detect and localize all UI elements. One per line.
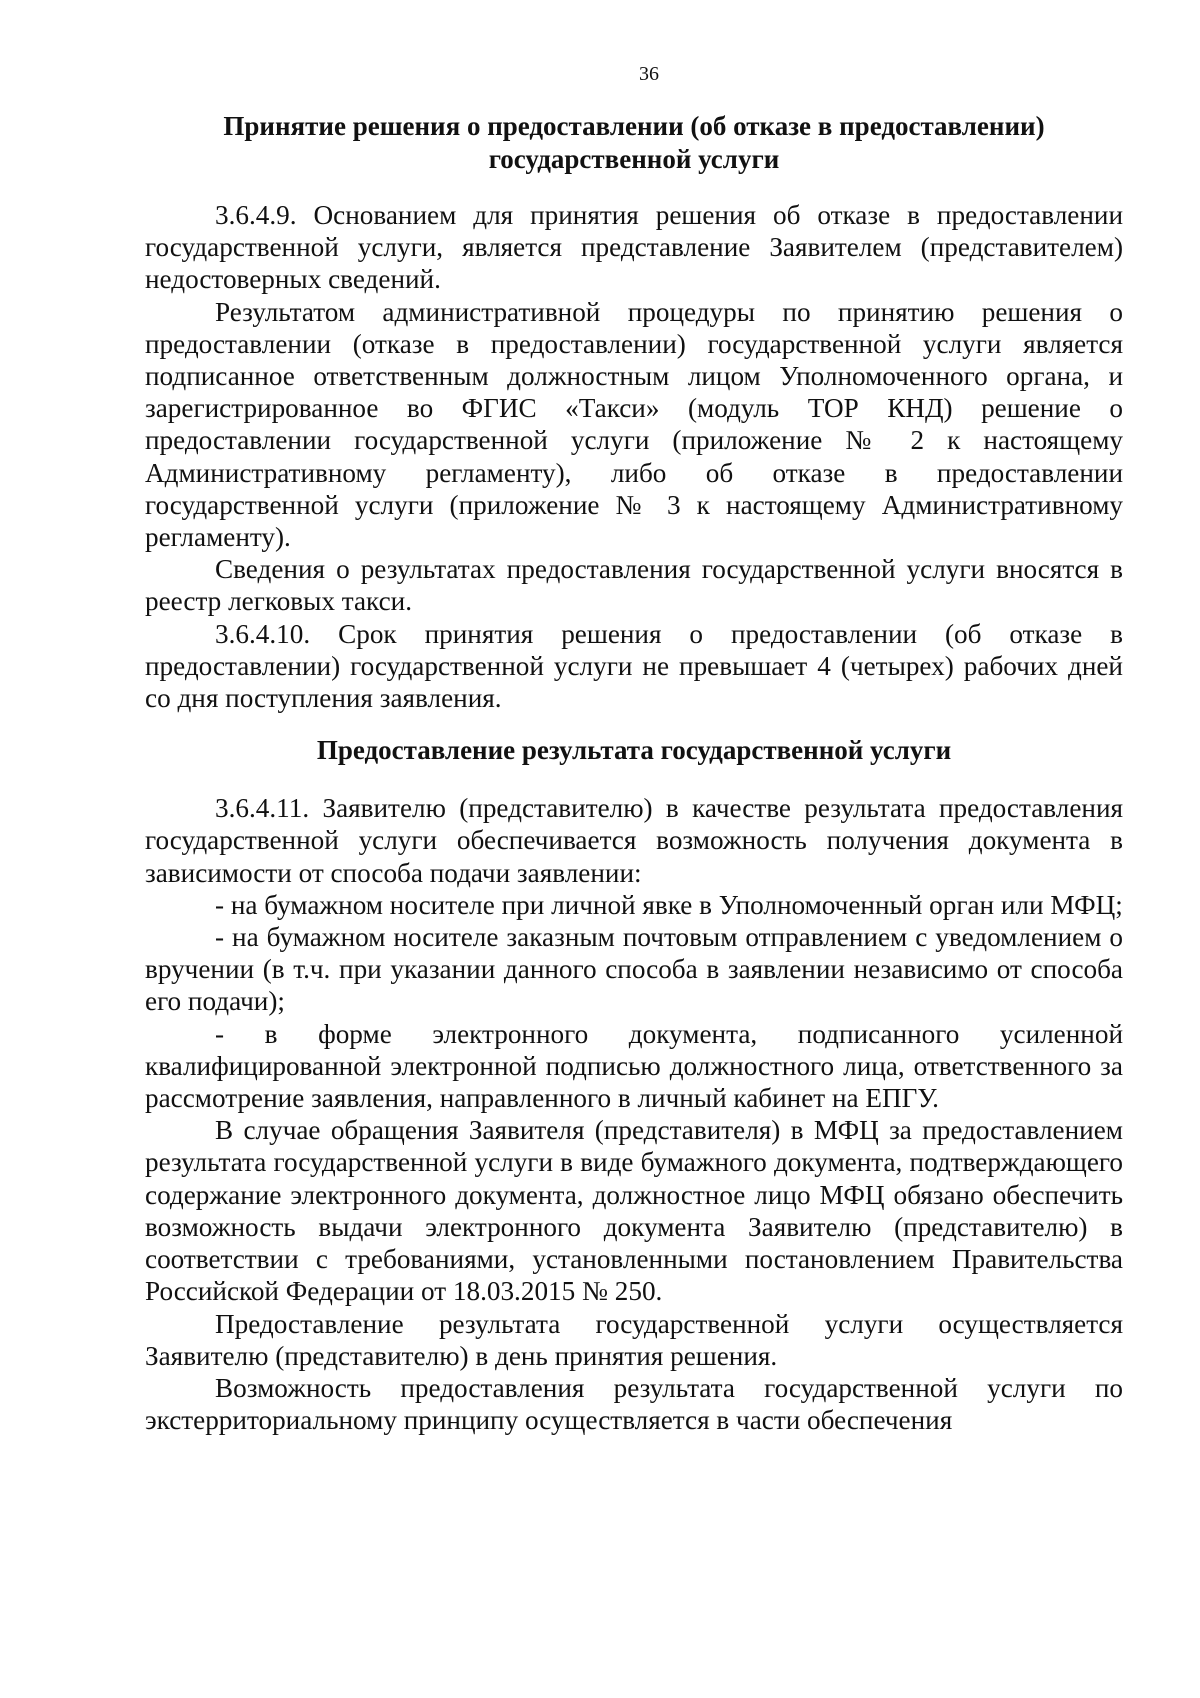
list-item-electronic: - в форме электронного документа, подписанного усиленной квалифицированной электронной подписью должностного лица, ответственного за рассмотрение заявления, направленного в личный кабинет на ЕПГУ. bbox=[145, 1018, 1123, 1114]
paragraph-3-6-4-10: 3.6.4.10. Срок принятия решения о предоставлении (об отказе в предоставлении) государственной услуги не превышает 4 (четырех) рабочих дней со дня поступления заявления. bbox=[145, 618, 1123, 714]
document-page bbox=[145, 62, 1123, 1436]
paragraph-extraterritorial: Возможность предоставления результата государственной услуги по экстерриториальному принципу осуществляется в части обеспечения bbox=[145, 1372, 1123, 1436]
heading-line: государственной услуги bbox=[488, 144, 780, 174]
list-item-paper-mail: - на бумажном носителе заказным почтовым отправлением с уведомлением о вручении (в т.ч. при указании данного способа в заявлении независимо от способа его подачи); bbox=[145, 922, 1123, 1017]
section-heading-decision bbox=[145, 110, 1123, 176]
paragraph-mfc: В случае обращения Заявителя (представителя) в МФЦ за предоставлением результата государственной услуги в виде бумажного документа, подтверждающего содержание электронного документа, должностное лицо МФЦ обязано обеспечить возможность выдачи электронного документа Заявителю (представителю) в соответствии с требованиями, установленными постановлением Правительства Российской Федерации от 18.03.2015 № 250. bbox=[145, 1115, 1123, 1307]
paragraph-3-6-4-11: 3.6.4.11. Заявителю (представителю) в качестве результата предоставления государственной услуги обеспечивается возможность получения документа в зависимости от способа подачи заявлении: bbox=[145, 793, 1123, 888]
paragraph-decision-result: Результатом административной процедуры по принятию решения о предоставлении (отказе в предоставлении) государственной услуги является подписанное ответственным должностным лицом Уполномоченного органа, и зарегистрированное во ФГИС «Такси» (модуль ТОР КНД) решение о предоставлении государственной услуги (приложение № 2 к настоящему Административному регламенту), либо об отказе в предоставлении государственной услуги (приложение № 3 к настоящему Административному регламенту). bbox=[145, 296, 1123, 553]
section-heading-result-delivery: Предоставление результата государственной услуги bbox=[316, 735, 952, 766]
paragraph-registry: Сведения о результатах предоставления государственной услуги вносятся в реестр легковых такси. bbox=[145, 554, 1123, 617]
heading-line: Принятие решения о предоставлении (об отказе в предоставлении) bbox=[223, 111, 1045, 141]
list-item-paper-personal: - на бумажном носителе при личной явке в Уполномоченный орган или МФЦ; bbox=[215, 889, 1123, 920]
paragraph-3-6-4-9: 3.6.4.9. Основанием для принятия решения об отказе в предоставлении государственной услуги, является представление Заявителем (представителем) недостоверных сведений. bbox=[145, 200, 1123, 295]
page-number: 36 bbox=[639, 63, 659, 85]
paragraph-same-day: Предоставление результата государственной услуги осуществляется Заявителю (представителю) в день принятия решения. bbox=[145, 1308, 1123, 1371]
